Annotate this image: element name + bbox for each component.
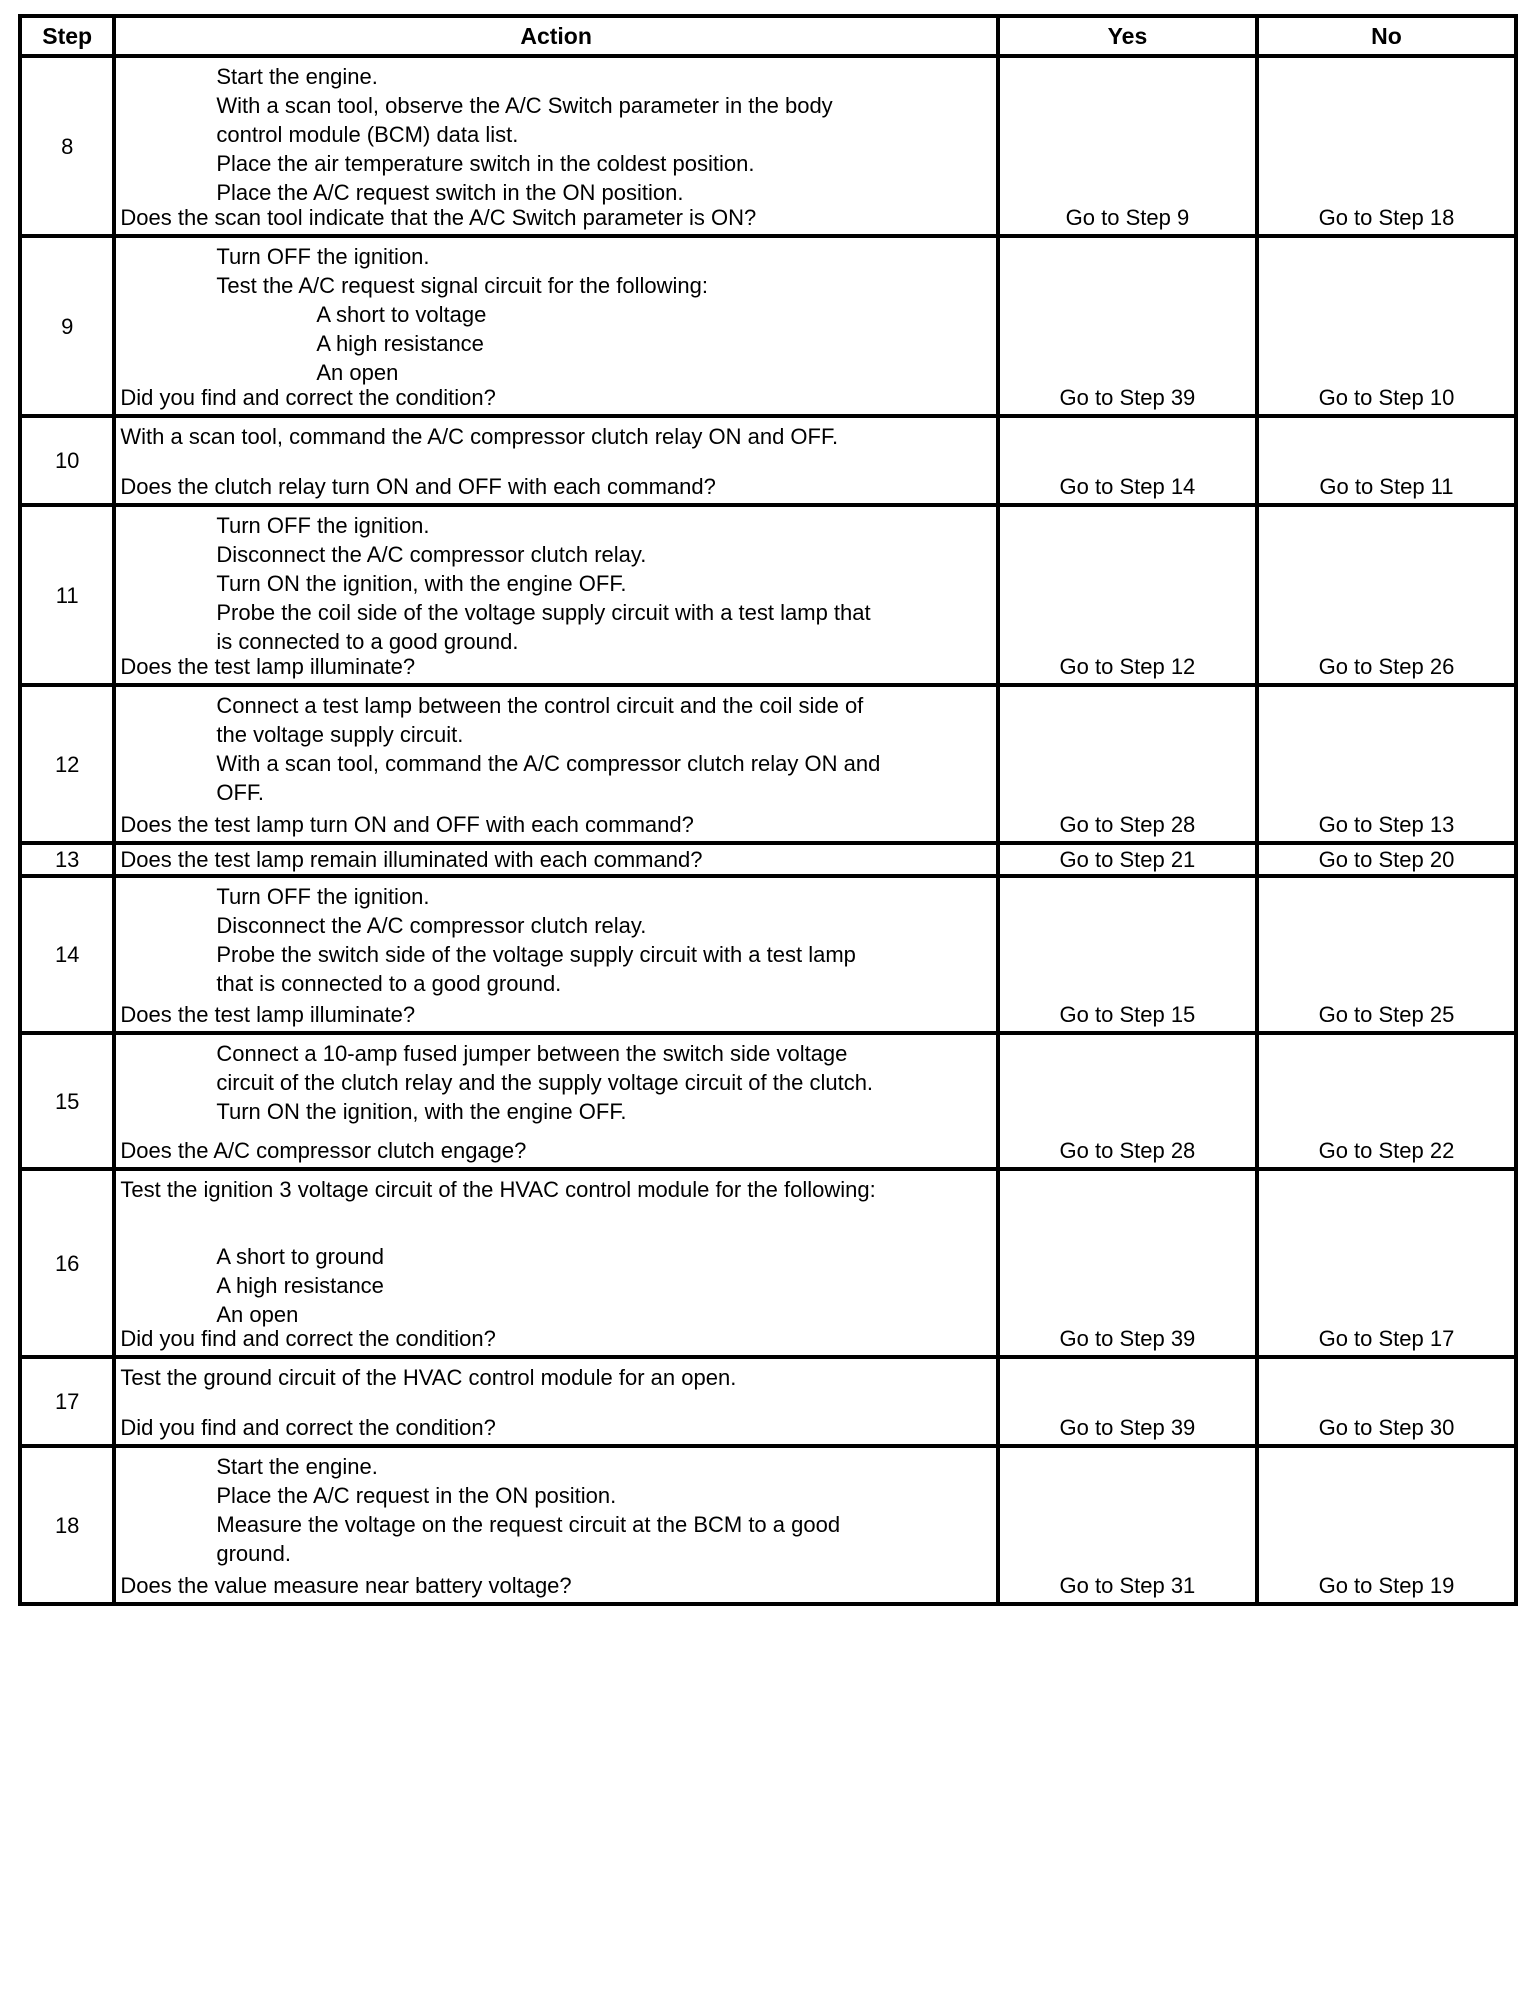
no-cell [1257, 236, 1516, 416]
no-link: Go to Step 22 [1318, 1138, 1455, 1163]
yes-cell [998, 505, 1257, 685]
table-row [20, 1357, 1516, 1446]
yes-link: Go to Step 9 [1065, 205, 1190, 230]
yes-cell [998, 236, 1257, 416]
no-link: Go to Step 18 [1318, 205, 1455, 230]
no-cell [1257, 843, 1516, 876]
action-line: With a scan tool, command the A/C compressor clutch relay ON and [216, 751, 881, 776]
table-row [20, 1169, 1516, 1357]
no-cell [1257, 876, 1516, 1033]
no-cell [1257, 1446, 1516, 1604]
action-cell [114, 843, 998, 876]
no-cell [1257, 56, 1516, 236]
action-cell [114, 416, 998, 505]
action-intro: Test the ground circuit of the HVAC control module for an open. [120, 1365, 737, 1390]
no-link: Go to Step 10 [1318, 385, 1455, 410]
action-intro: Test the ignition 3 voltage circuit of the HVAC control module for the following: [120, 1177, 876, 1202]
no-link: Go to Step 20 [1318, 847, 1455, 872]
action-line: is connected to a good ground. [216, 629, 519, 654]
step-number: 9 [20, 236, 114, 416]
question-text: Does the test lamp illuminate? [120, 654, 416, 679]
yes-cell [998, 1446, 1257, 1604]
question-text: Does the test lamp remain illuminated with each command? [120, 847, 703, 872]
yes-cell [998, 416, 1257, 505]
question-text: Does the scan tool indicate that the A/C Switch parameter is ON? [120, 205, 757, 230]
table-row [20, 416, 1516, 505]
action-line: Test the A/C request signal circuit for the following: [216, 273, 708, 298]
yes-link: Go to Step 39 [1059, 385, 1196, 410]
header-yes: Yes [998, 16, 1257, 56]
action-steps [116, 58, 996, 207]
action-line: Turn OFF the ignition. [216, 244, 430, 269]
action-line: Disconnect the A/C compressor clutch relay. [216, 542, 647, 567]
action-steps [116, 1035, 996, 1126]
question-text: Does the clutch relay turn ON and OFF with each command? [120, 474, 716, 499]
yes-link: Go to Step 39 [1059, 1326, 1196, 1351]
yes-cell [998, 843, 1257, 876]
action-line: Connect a 10-amp fused jumper between the switch side voltage [216, 1041, 848, 1066]
table-row [20, 1033, 1516, 1169]
no-cell [1257, 685, 1516, 843]
action-cell [114, 1169, 998, 1357]
table-row [20, 685, 1516, 843]
action-cell [114, 876, 998, 1033]
action-line: With a scan tool, observe the A/C Switch parameter in the body [216, 93, 833, 118]
no-cell [1257, 1033, 1516, 1169]
action-line: An open [216, 1302, 299, 1327]
header-row [20, 16, 1516, 56]
action-steps [116, 1448, 996, 1568]
action-line: A short to ground [216, 1244, 384, 1269]
action-steps [116, 878, 996, 998]
action-line: Turn ON the ignition, with the engine OFF. [216, 1099, 627, 1124]
yes-link: Go to Step 14 [1059, 474, 1196, 499]
yes-link: Go to Step 28 [1059, 1138, 1196, 1163]
yes-link: Go to Step 28 [1059, 812, 1196, 837]
action-line: Measure the voltage on the request circuit at the BCM to a good [216, 1512, 841, 1537]
step-number: 17 [20, 1357, 114, 1446]
action-line: A high resistance [216, 1273, 384, 1298]
yes-cell [998, 1033, 1257, 1169]
header-step: Step [20, 16, 114, 56]
yes-cell [998, 56, 1257, 236]
step-number: 11 [20, 505, 114, 685]
no-cell [1257, 416, 1516, 505]
yes-link: Go to Step 12 [1059, 654, 1196, 679]
table-row [20, 1446, 1516, 1604]
header-no: No [1257, 16, 1516, 56]
action-cell [114, 56, 998, 236]
action-cell [114, 236, 998, 416]
question-text: Does the test lamp turn ON and OFF with each command? [120, 812, 694, 837]
action-intro: With a scan tool, command the A/C compressor clutch relay ON and OFF. [120, 424, 839, 449]
action-line: Place the A/C request in the ON position. [216, 1483, 617, 1508]
action-line: Probe the coil side of the voltage supply circuit with a test lamp that [216, 600, 871, 625]
action-subline: A high resistance [316, 331, 484, 356]
action-line: Place the air temperature switch in the coldest position. [216, 151, 755, 176]
question-text: Did you find and correct the condition? [120, 385, 496, 410]
action-line: ground. [216, 1541, 291, 1566]
no-link: Go to Step 25 [1318, 1002, 1455, 1027]
yes-link: Go to Step 21 [1059, 847, 1196, 872]
step-number: 14 [20, 876, 114, 1033]
no-cell [1257, 505, 1516, 685]
yes-link: Go to Step 15 [1059, 1002, 1196, 1027]
step-number: 18 [20, 1446, 114, 1604]
yes-cell [998, 876, 1257, 1033]
step-number: 13 [20, 843, 114, 876]
action-line: Start the engine. [216, 64, 378, 89]
question-text: Does the value measure near battery voltage? [120, 1573, 572, 1598]
action-cell [114, 505, 998, 685]
action-line: Turn OFF the ignition. [216, 513, 430, 538]
table-row [20, 236, 1516, 416]
action-line: control module (BCM) data list. [216, 122, 519, 147]
yes-cell [998, 685, 1257, 843]
table-row [20, 505, 1516, 685]
action-steps [116, 507, 996, 656]
yes-cell [998, 1357, 1257, 1446]
no-cell [1257, 1169, 1516, 1357]
action-subline: An open [316, 360, 399, 385]
action-subline: A short to voltage [316, 302, 487, 327]
yes-cell [998, 1169, 1257, 1357]
action-steps [116, 238, 996, 387]
step-number: 10 [20, 416, 114, 505]
action-cell [114, 1357, 998, 1446]
action-cell [114, 685, 998, 843]
yes-link: Go to Step 31 [1059, 1573, 1196, 1598]
action-line: Connect a test lamp between the control circuit and the coil side of [216, 693, 864, 718]
question-text: Did you find and correct the condition? [120, 1415, 496, 1440]
action-steps [116, 687, 996, 807]
action-cell [114, 1033, 998, 1169]
question-text: Does the test lamp illuminate? [120, 1002, 416, 1027]
no-link: Go to Step 11 [1319, 474, 1454, 499]
no-link: Go to Step 17 [1318, 1326, 1455, 1351]
no-link: Go to Step 13 [1318, 812, 1455, 837]
question-text: Did you find and correct the condition? [120, 1326, 496, 1351]
action-line: Place the A/C request switch in the ON position. [216, 180, 684, 205]
action-line: circuit of the clutch relay and the supply voltage circuit of the clutch. [216, 1070, 874, 1095]
action-line: Turn ON the ignition, with the engine OFF. [216, 571, 627, 596]
step-number: 12 [20, 685, 114, 843]
action-line: Disconnect the A/C compressor clutch relay. [216, 913, 647, 938]
step-number: 15 [20, 1033, 114, 1169]
step-number: 16 [20, 1169, 114, 1357]
action-line: that is connected to a good ground. [216, 971, 562, 996]
action-cell [114, 1446, 998, 1604]
action-line: Turn OFF the ignition. [216, 884, 430, 909]
table-row [20, 876, 1516, 1033]
action-line: Probe the switch side of the voltage supply circuit with a test lamp [216, 942, 856, 967]
yes-link: Go to Step 39 [1059, 1415, 1196, 1440]
no-cell [1257, 1357, 1516, 1446]
table-row [20, 56, 1516, 236]
question-text: Does the A/C compressor clutch engage? [120, 1138, 527, 1163]
table-row [20, 843, 1516, 876]
no-link: Go to Step 26 [1318, 654, 1455, 679]
action-line: Start the engine. [216, 1454, 378, 1479]
header-action: Action [114, 16, 998, 56]
action-line: OFF. [216, 780, 265, 805]
no-link: Go to Step 19 [1318, 1573, 1455, 1598]
no-link: Go to Step 30 [1318, 1415, 1455, 1440]
step-number: 8 [20, 56, 114, 236]
action-steps [116, 1204, 996, 1329]
diagnostic-table [18, 14, 1518, 1606]
action-line: the voltage supply circuit. [216, 722, 464, 747]
